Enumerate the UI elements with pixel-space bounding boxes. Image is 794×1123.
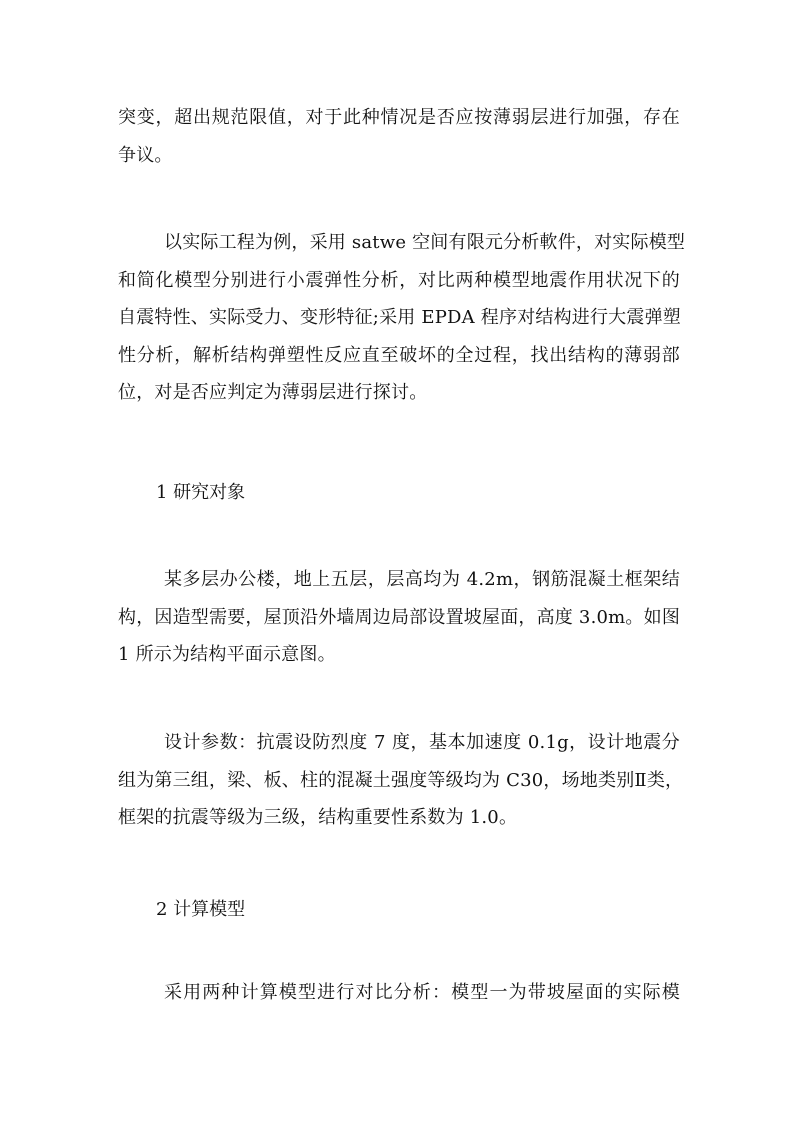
paragraph-line: 组为第三组，梁、板、柱的混凝土强度等级均为 C30，场地类别Ⅱ类， — [118, 769, 684, 791]
paragraph-model-comparison — [118, 974, 680, 1012]
paragraph-line: 和简化模型分别进行小震弹性分析，对比两种模型地震作用状况下的 — [118, 269, 680, 291]
paragraph-line: 构，因造型需要，屋顶沿外墙周边局部设置坡屋面，高度 3.0m。如图 — [118, 606, 681, 628]
section-heading-research-object: 1 研究对象 — [156, 482, 246, 503]
paragraph-line: 采用两种计算模型进行对比分析：模型一为带坡屋面的实际模 — [164, 982, 680, 1003]
paragraph-design-parameters — [118, 724, 684, 837]
paragraph-line: 性分析，解析结构弹塑性反应直至破坏的全过程，找出结构的薄弱部 — [118, 344, 680, 366]
paragraph-line: 设计参数：抗震设防烈度 7 度，基本加速度 0.1g，设计地震分 — [164, 732, 680, 753]
paragraph-line: 位，对是否应判定为薄弱层进行探讨。 — [118, 382, 428, 403]
paragraph-intro-continuation — [118, 99, 680, 174]
paragraph-line: 框架的抗震等级为三级，结构重要性系数为 1.0。 — [118, 807, 518, 828]
section-heading-calculation-model: 2 计算模型 — [156, 899, 246, 920]
paragraph-line: 争议。 — [118, 144, 173, 166]
paragraph-line: 突变，超出规范限值，对于此种情况是否应按薄弱层进行加强，存在 — [118, 107, 680, 128]
paragraph-line: 自震特性、实际受力、变形特征;采用 EPDA 程序对结构进行大震弹塑 — [118, 307, 681, 328]
paragraph-analysis-method — [118, 224, 686, 412]
paragraph-line: 某多层办公楼，地上五层，层高均为 4.2m，钢筋混凝土框架结 — [164, 569, 680, 590]
paragraph-building-description — [118, 561, 680, 674]
paragraph-line: 1 所示为结构平面示意图。 — [118, 644, 336, 665]
paragraph-line: 以实际工程为例，采用 satwe 空间有限元分析軟件，对实际模型 — [164, 232, 686, 253]
